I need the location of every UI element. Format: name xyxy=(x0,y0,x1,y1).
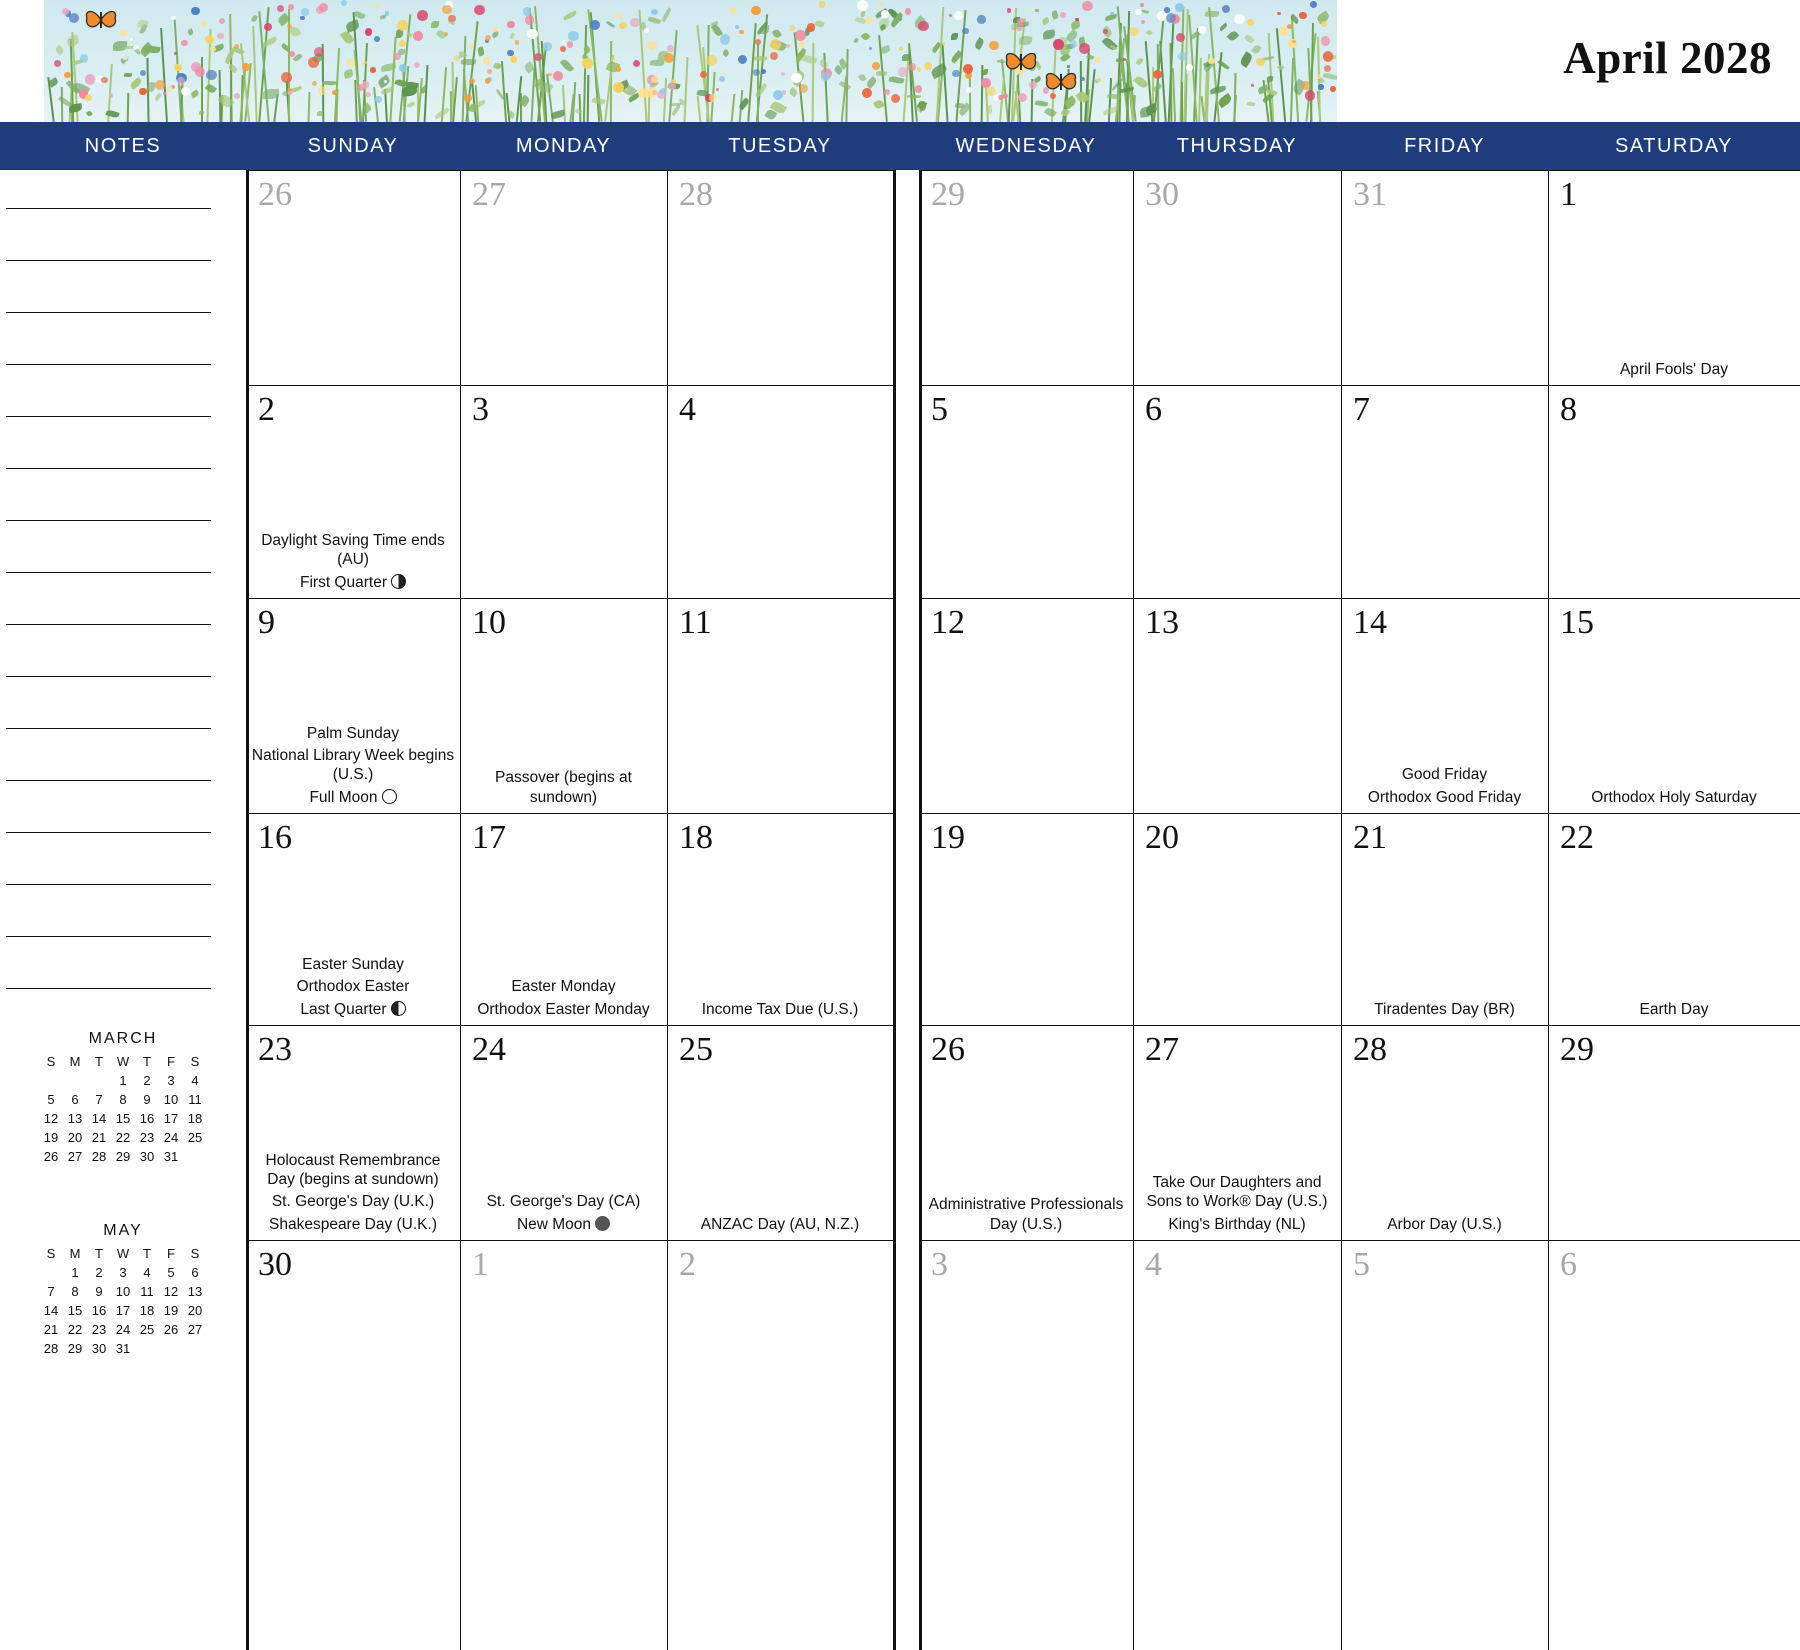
day-events xyxy=(250,952,456,1019)
day-number: 6 xyxy=(1560,1246,1577,1283)
mini-day: 10 xyxy=(163,1092,179,1107)
day-events xyxy=(250,528,456,592)
day-events xyxy=(1552,785,1796,807)
mini-day: 19 xyxy=(43,1130,59,1145)
day-cell[interactable] xyxy=(246,170,460,385)
mini-dow: T xyxy=(143,1246,151,1261)
event-text: Earth Day xyxy=(1639,1000,1709,1018)
day-events xyxy=(1345,762,1544,807)
day-cell[interactable] xyxy=(1341,1025,1548,1240)
day-number: 3 xyxy=(472,391,489,428)
day-number: 17 xyxy=(472,819,506,856)
day-cell[interactable] xyxy=(667,170,893,385)
mini-day: 8 xyxy=(119,1092,127,1107)
mini-dow: S xyxy=(46,1054,56,1069)
column-header-tuesday: TUESDAY xyxy=(728,135,832,157)
event-text: St. George's Day (CA) xyxy=(486,1193,641,1211)
day-events xyxy=(250,1148,456,1235)
page-title: April 2028 xyxy=(1563,33,1772,83)
day-number: 11 xyxy=(679,604,712,641)
event-text: Orthodox Good Friday xyxy=(1367,788,1522,806)
day-number: 27 xyxy=(1145,1031,1179,1068)
day-number: 14 xyxy=(1353,604,1387,641)
mini-day: 13 xyxy=(187,1284,203,1299)
event-text: Take Our Daughters and Sons to Work® Day (U.S.) xyxy=(1146,1173,1328,1211)
day-number: 24 xyxy=(472,1031,506,1068)
day-number: 21 xyxy=(1353,819,1387,856)
mini-day: 27 xyxy=(67,1149,83,1164)
day-events xyxy=(671,1212,889,1234)
mini-day: 11 xyxy=(188,1092,202,1107)
mini-day: 24 xyxy=(115,1322,131,1337)
mini-day: 11 xyxy=(140,1284,154,1299)
mini-day: 15 xyxy=(115,1111,131,1126)
mini-day: 25 xyxy=(187,1130,203,1145)
day-cell[interactable] xyxy=(246,813,460,1025)
mini-day: 12 xyxy=(163,1284,179,1299)
day-cell[interactable] xyxy=(919,598,1133,813)
mini-dow: T xyxy=(95,1246,103,1261)
mini-dow: M xyxy=(69,1246,81,1261)
day-number: 23 xyxy=(258,1031,292,1068)
event-text: Passover (begins at sundown) xyxy=(495,769,632,806)
mini-day: 20 xyxy=(67,1130,83,1145)
event-text: First Quarter xyxy=(250,573,456,592)
day-cell[interactable] xyxy=(246,1240,460,1650)
day-cell[interactable] xyxy=(667,598,893,813)
moon-phase-icon xyxy=(391,1001,406,1016)
day-cell[interactable] xyxy=(1133,385,1341,598)
event-text: Income Tax Due (U.S.) xyxy=(701,1000,859,1018)
day-number: 10 xyxy=(472,604,506,641)
mini-day: 26 xyxy=(43,1149,59,1164)
event-text: Orthodox Easter xyxy=(296,978,410,996)
mini-dow: W xyxy=(116,1054,130,1069)
mini-month-name: MARCH xyxy=(88,1030,158,1047)
day-number: 2 xyxy=(679,1246,696,1283)
mini-day: 2 xyxy=(143,1073,151,1088)
column-header-monday: MONDAY xyxy=(515,135,612,157)
event-text: Tiradentes Day (BR) xyxy=(1374,1000,1515,1018)
day-number: 29 xyxy=(931,176,965,213)
weekday-header-row xyxy=(0,122,1800,170)
mini-day: 31 xyxy=(163,1149,179,1164)
mini-day: 5 xyxy=(47,1092,55,1107)
mini-dow: F xyxy=(167,1054,175,1069)
day-cell[interactable] xyxy=(1341,385,1548,598)
mini-day: 23 xyxy=(91,1322,107,1337)
column-header-thursday: THURSDAY xyxy=(1176,135,1298,157)
day-events xyxy=(1552,357,1796,379)
day-cell[interactable] xyxy=(1548,813,1800,1025)
day-events xyxy=(250,721,456,808)
day-events xyxy=(464,1189,663,1234)
mini-dow: W xyxy=(116,1246,130,1261)
day-number: 20 xyxy=(1145,819,1179,856)
mini-day: 4 xyxy=(191,1073,199,1088)
day-cell[interactable] xyxy=(1133,598,1341,813)
column-header-notes: NOTES xyxy=(84,135,162,157)
day-events xyxy=(1345,997,1544,1019)
day-cell[interactable] xyxy=(246,385,460,598)
event-text: Holocaust Remembrance Day (begins at sundown) xyxy=(265,1151,441,1188)
day-cell[interactable] xyxy=(1548,598,1800,813)
mini-day: 14 xyxy=(43,1303,59,1318)
day-number: 4 xyxy=(1145,1246,1162,1283)
event-text: Easter Monday xyxy=(511,978,616,996)
mini-day: 30 xyxy=(91,1341,107,1356)
event-text: New Moon xyxy=(464,1215,663,1234)
day-cell[interactable] xyxy=(1341,813,1548,1025)
day-cell[interactable] xyxy=(1133,1240,1341,1650)
mini-dow: F xyxy=(167,1246,175,1261)
mini-dow: S xyxy=(46,1246,56,1261)
mini-day: 23 xyxy=(139,1130,155,1145)
event-text: Administrative Professionals Day (U.S.) xyxy=(928,1196,1124,1233)
column-header-friday: FRIDAY xyxy=(1404,135,1485,157)
event-text: ANZAC Day (AU, N.Z.) xyxy=(700,1215,860,1233)
event-text: Good Friday xyxy=(1401,766,1488,784)
mini-day: 22 xyxy=(115,1130,131,1145)
day-number: 29 xyxy=(1560,1031,1594,1068)
day-cell[interactable] xyxy=(460,170,667,385)
mini-day: 14 xyxy=(91,1111,107,1126)
event-text: National Library Week begins (U.S.) xyxy=(251,746,455,784)
mini-day: 21 xyxy=(91,1130,107,1145)
mini-day: 27 xyxy=(187,1322,203,1337)
day-events xyxy=(464,974,663,1019)
column-header-sunday: SUNDAY xyxy=(307,135,399,157)
mini-day: 19 xyxy=(163,1303,179,1318)
day-cell[interactable] xyxy=(1133,170,1341,385)
day-number: 12 xyxy=(931,604,965,641)
event-text: Full Moon xyxy=(250,788,456,807)
event-text: Last Quarter xyxy=(250,1000,456,1019)
mini-day: 31 xyxy=(115,1341,131,1356)
day-events xyxy=(1137,1170,1337,1234)
day-cell[interactable] xyxy=(1133,1025,1341,1240)
mini-day: 3 xyxy=(167,1073,175,1088)
mini-day: 4 xyxy=(143,1265,151,1280)
mini-day: 28 xyxy=(91,1149,107,1164)
day-events xyxy=(464,765,663,807)
day-events xyxy=(923,1192,1129,1234)
day-cell[interactable] xyxy=(1548,170,1800,385)
event-text: St. George's Day (U.K.) xyxy=(271,1193,435,1211)
mini-day: 5 xyxy=(167,1265,175,1280)
day-cell[interactable] xyxy=(1548,1025,1800,1240)
event-text: Shakespeare Day (U.K.) xyxy=(269,1215,437,1233)
day-cell[interactable] xyxy=(1133,813,1341,1025)
mini-day: 12 xyxy=(43,1111,59,1126)
grid-rule xyxy=(893,170,896,1650)
mini-dow: S xyxy=(190,1054,200,1069)
day-number: 30 xyxy=(258,1246,292,1283)
floral-banner-art xyxy=(44,0,1337,122)
day-cell[interactable] xyxy=(1341,1240,1548,1650)
event-text: Arbor Day (U.S.) xyxy=(1387,1215,1502,1233)
day-number: 3 xyxy=(931,1246,948,1283)
mini-day: 6 xyxy=(71,1092,79,1107)
day-number: 30 xyxy=(1145,176,1179,213)
mini-day: 22 xyxy=(67,1322,83,1337)
mini-day: 15 xyxy=(67,1303,83,1318)
mini-day: 9 xyxy=(143,1092,151,1107)
day-cell[interactable] xyxy=(460,813,667,1025)
mini-day: 28 xyxy=(43,1341,59,1356)
day-cell[interactable] xyxy=(460,385,667,598)
month-grid xyxy=(0,170,1800,1650)
mini-day: 17 xyxy=(163,1111,179,1126)
mini-day: 30 xyxy=(139,1149,155,1164)
day-number: 7 xyxy=(1353,391,1370,428)
mini-day: 17 xyxy=(115,1303,131,1318)
day-cell[interactable] xyxy=(919,385,1133,598)
mini-day: 26 xyxy=(163,1322,179,1337)
day-number: 22 xyxy=(1560,819,1594,856)
day-number: 19 xyxy=(931,819,965,856)
event-text: King's Birthday (NL) xyxy=(1168,1215,1306,1233)
day-cell[interactable] xyxy=(246,1025,460,1240)
mini-day: 25 xyxy=(139,1322,155,1337)
page-header xyxy=(0,0,1800,122)
day-cell[interactable] xyxy=(919,813,1133,1025)
mini-day: 2 xyxy=(95,1265,103,1280)
mini-day: 1 xyxy=(71,1265,79,1280)
mini-day: 9 xyxy=(95,1284,103,1299)
day-number: 4 xyxy=(679,391,696,428)
event-text: Orthodox Easter Monday xyxy=(477,1000,650,1018)
column-header-wednesday: WEDNESDAY xyxy=(955,135,1097,157)
day-cell[interactable] xyxy=(1341,598,1548,813)
mini-day: 7 xyxy=(95,1092,103,1107)
event-text: Palm Sunday xyxy=(306,724,400,742)
day-cell[interactable] xyxy=(1341,170,1548,385)
mini-day: 18 xyxy=(187,1111,203,1126)
day-cell[interactable] xyxy=(667,1025,893,1240)
day-number: 27 xyxy=(472,176,506,213)
moon-phase-icon xyxy=(382,789,397,804)
day-number: 15 xyxy=(1560,604,1594,641)
mini-day: 21 xyxy=(43,1322,59,1337)
mini-day: 20 xyxy=(187,1303,203,1318)
day-cell[interactable] xyxy=(460,1025,667,1240)
event-text: Easter Sunday xyxy=(302,955,404,973)
day-cell[interactable] xyxy=(460,598,667,813)
mini-day: 18 xyxy=(139,1303,155,1318)
day-number: 2 xyxy=(258,391,275,428)
day-number: 6 xyxy=(1145,391,1162,428)
day-cell[interactable] xyxy=(246,598,460,813)
mini-month-name: MAY xyxy=(103,1222,143,1239)
day-number: 26 xyxy=(258,176,292,213)
day-number: 5 xyxy=(1353,1246,1370,1283)
mini-day: 6 xyxy=(191,1265,199,1280)
mini-day: 10 xyxy=(115,1284,131,1299)
mini-day: 7 xyxy=(47,1284,55,1299)
day-number: 18 xyxy=(679,819,713,856)
day-number: 13 xyxy=(1145,604,1179,641)
day-number: 1 xyxy=(472,1246,489,1283)
moon-phase-icon xyxy=(595,1216,610,1231)
mini-dow: S xyxy=(190,1246,200,1261)
day-cell[interactable] xyxy=(667,1240,893,1650)
day-number: 28 xyxy=(679,176,713,213)
mini-day: 13 xyxy=(67,1111,83,1126)
day-cell[interactable] xyxy=(1548,1240,1800,1650)
mini-day: 8 xyxy=(71,1284,79,1299)
day-events xyxy=(1552,997,1796,1019)
day-cell[interactable] xyxy=(1548,385,1800,598)
day-cell[interactable] xyxy=(919,1025,1133,1240)
mini-dow: T xyxy=(143,1054,151,1069)
day-number: 25 xyxy=(679,1031,713,1068)
day-cell[interactable] xyxy=(667,385,893,598)
mini-day: 29 xyxy=(67,1341,83,1356)
day-cell[interactable] xyxy=(919,1240,1133,1650)
column-header-saturday: SATURDAY xyxy=(1615,135,1733,157)
mini-day: 16 xyxy=(139,1111,155,1126)
event-text: Orthodox Holy Saturday xyxy=(1591,788,1757,806)
day-events xyxy=(1345,1212,1544,1234)
mini-dow: M xyxy=(69,1054,81,1069)
day-number: 31 xyxy=(1353,176,1387,213)
day-number: 9 xyxy=(258,604,275,641)
moon-phase-icon xyxy=(391,574,406,589)
day-number: 8 xyxy=(1560,391,1577,428)
mini-day: 24 xyxy=(163,1130,179,1145)
mini-dow: T xyxy=(95,1054,103,1069)
mini-day: 29 xyxy=(115,1149,131,1164)
day-cell[interactable] xyxy=(460,1240,667,1650)
day-number: 5 xyxy=(931,391,948,428)
mini-day: 1 xyxy=(119,1073,127,1088)
mini-day: 3 xyxy=(119,1265,127,1280)
day-events xyxy=(671,997,889,1019)
event-text: Daylight Saving Time ends (AU) xyxy=(261,531,445,569)
event-text: April Fools' Day xyxy=(1619,360,1729,378)
day-cell[interactable] xyxy=(667,813,893,1025)
day-number: 16 xyxy=(258,819,292,856)
day-number: 1 xyxy=(1560,176,1577,213)
mini-day: 16 xyxy=(91,1303,107,1318)
day-cell[interactable] xyxy=(919,170,1133,385)
day-number: 28 xyxy=(1353,1031,1387,1068)
day-number: 26 xyxy=(931,1031,965,1068)
